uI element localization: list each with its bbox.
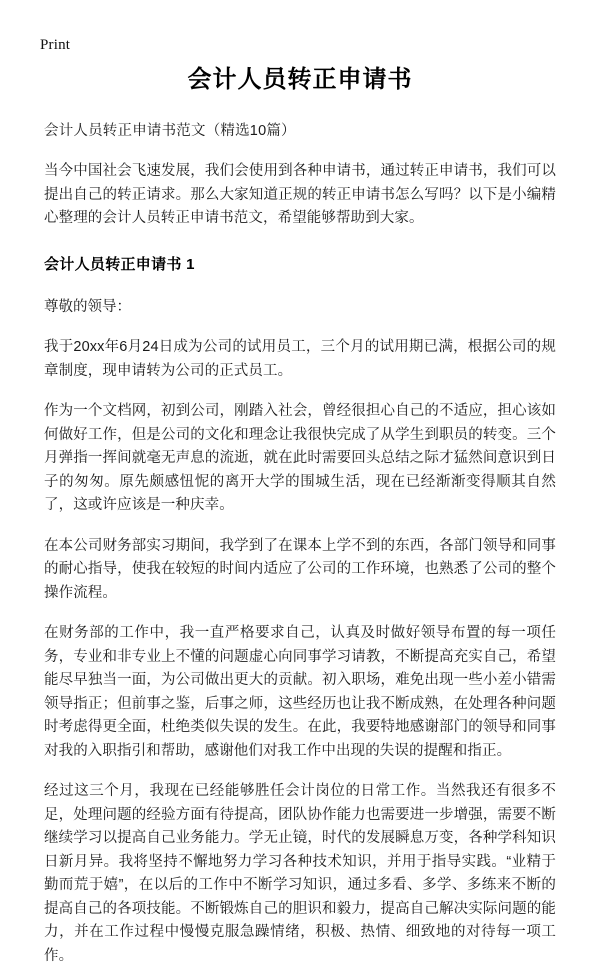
body-paragraph: 作为一个文档网，初到公司，刚踏入社会，曾经很担心自己的不适应，担心该如何做好工作，但是公司的文化和理念让我很快完成了从学生到职员的转变。三个月弹指一挥间就毫无声息的流逝，就在此时需要回头总结之际才猛然间意识到日子的匆匆。原先颇感忸怩的离开大学的围城生活，现在已经渐渐变得顺其自然了，这或许应该是一种庆幸。 [44,403,556,514]
intro-paragraph: 当今中国社会飞速发展，我们会使用到各种申请书，通过转正申请书，我们可以提出自己的转正请求。那么大家知道正规的转正申请书怎么写吗？以下是小编精心整理的会计人员转正申请书范文，希望能够帮助到大家。 [44,163,556,227]
document-body [0,64,600,968]
section-heading: 会计人员转正申请书 1 [44,255,195,273]
document-subtitle: 会计人员转正申请书范文（精选10篇） [44,123,296,140]
body-paragraph: 在本公司财务部实习期间，我学到了在课本上学不到的东西，各部门领导和同事的耐心指导，使我在较短的时间内适应了公司的工作环境，也熟悉了公司的整个操作流程。 [44,537,556,601]
body-paragraph: 经过这三个月，我现在已经能够胜任会计岗位的日常工作。当然我还有很多不足，处理问题的经验方面有待提高，团队协作能力也需要进一步增强，需要不断继续学习以提高自己业务能力。学无止镜，时代的发展瞬息万变，各种学科知识日新月异。我将坚持不懈地努力学习各种技术知识，并用于指导实践。“业精于勤而荒于嬉”，在以后的工作中不断学习知识，通过多看、多学、多练来不断的提高自己的各项技能。不断锻炼自己的胆识和毅力，提高自己解决实际问题的能力，并在工作过程中慢慢克服急躁情绪，积极、热情、细致地的对待每一项工作。 [44,783,556,964]
salutation: 尊敬的领导： [44,298,131,315]
print-toolbar [0,0,600,53]
body-paragraph: 在财务部的工作中，我一直严格要求自己，认真及时做好领导布置的每一项任务，专业和非专业上不懂的问题虚心向同事学习请教，不断提高充实自己，希望能尽早独当一面，为公司做出更大的贡献。初入职场，难免出现一些小差小错需领导指正；但前事之鉴，后事之师，这些经历也让我不断成熟，在处理各种问题时考虑得更全面，杜绝类似失误的发生。在此，我要特地感谢部门的领导和同事对我的入职指引和帮助，感谢他们对我工作中出现的失误的提醒和指正。 [44,625,556,759]
page-title: 会计人员转正申请书 [187,66,413,93]
body-paragraph: 我于20xx年6月24日成为公司的试用员工，三个月的试用期已满，根据公司的规章制度，现申请转为公司的正式员工。 [44,339,556,379]
print-button[interactable]: Print [40,37,71,53]
